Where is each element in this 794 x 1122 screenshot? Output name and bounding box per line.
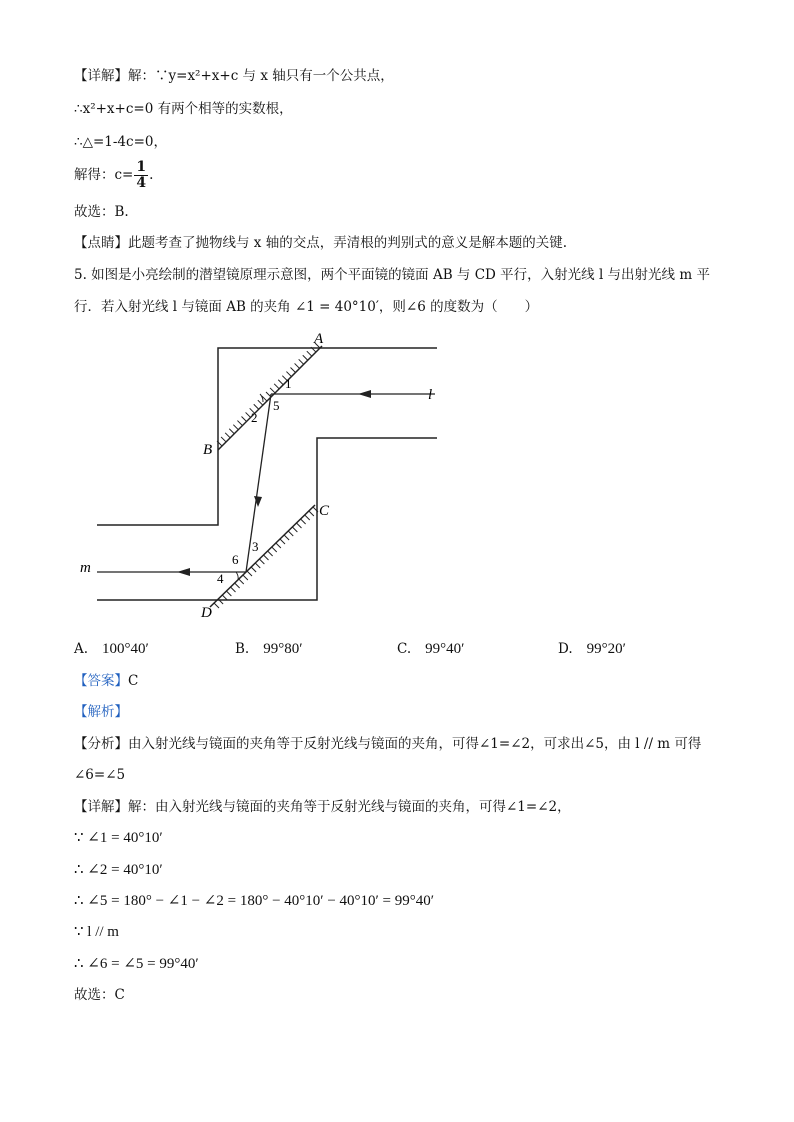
hatch-mark — [295, 363, 300, 368]
hatch-mark — [301, 519, 306, 524]
solution-prefix: 解得：c= — [74, 167, 134, 183]
option-c[interactable] — [397, 641, 464, 658]
label-l: l — [428, 387, 433, 403]
angle-label-3: 3 — [252, 539, 259, 554]
hatch-mark — [226, 591, 231, 596]
hatch-mark — [214, 603, 219, 608]
key-point-line: 【点睛】此题考查了抛物线与 x 轴的交点，弄清根的判别式的意义是解本题的关键. — [74, 235, 567, 251]
solution-line: 【详解】解：∵y=x²+x+c 与 x 轴只有一个公共点， — [74, 68, 394, 84]
hatch-mark — [247, 571, 252, 576]
analysis-line: ∠6=∠5 — [74, 767, 126, 783]
option-value: 99°80′ — [263, 641, 303, 657]
periscope-figure — [80, 325, 460, 625]
option-d[interactable] — [558, 641, 626, 658]
angle-label-1: 1 — [285, 376, 292, 391]
label-d: D — [201, 605, 212, 621]
periscope-wall-lower-outer — [97, 438, 437, 600]
hatch-mark — [280, 539, 285, 544]
hatch-mark — [274, 384, 279, 389]
hatch-mark — [239, 579, 244, 584]
detail-line: ∴ ∠2 = 40°10′ — [74, 862, 163, 878]
angle-label-2: 2 — [251, 410, 258, 425]
hatch-mark — [221, 437, 226, 442]
hatch-mark — [299, 359, 304, 364]
angle-arc — [236, 572, 238, 580]
mirror-cd-hatching — [214, 507, 318, 608]
answer-tag: 【答案】 — [74, 673, 128, 689]
option-value: 99°20′ — [586, 641, 626, 657]
fraction-denominator: 4 — [136, 175, 147, 191]
question-stem-line: 5. 如图是小亮绘制的潜望镜原理示意图，两个平面镜的镜面 AB 与 CD 平行，入射光线 l 与出射光线 m 平 — [74, 267, 710, 283]
hatch-mark — [242, 417, 247, 422]
hatch-mark — [243, 575, 248, 580]
hatch-mark — [235, 583, 240, 588]
arrow-head — [177, 568, 190, 576]
hatch-mark — [258, 400, 263, 405]
option-a[interactable] — [74, 641, 149, 658]
option-value: 99°40′ — [425, 641, 465, 657]
option-letter: B. — [235, 641, 250, 657]
hatch-mark — [259, 559, 264, 564]
label-m: m — [80, 560, 91, 576]
fraction — [134, 160, 148, 191]
option-letter: C. — [397, 641, 412, 657]
angle-label-4: 4 — [217, 571, 224, 586]
option-letter: A. — [74, 641, 89, 657]
hatch-mark — [225, 433, 230, 438]
hatch-mark — [237, 421, 242, 426]
hatch-mark — [246, 412, 251, 417]
hatch-mark — [254, 404, 259, 409]
hatch-mark — [231, 587, 236, 592]
label-c: C — [319, 503, 330, 519]
solution-line: ∴x²+x+c=0 有两个相等的实数根， — [74, 101, 293, 117]
arrow-head — [358, 390, 371, 398]
detail-line: 【详解】解：由入射光线与镜面的夹角等于反射光线与镜面的夹角，可得∠1=∠2， — [74, 799, 571, 815]
label-b: B — [203, 442, 213, 458]
solution-line: 故选：B. — [74, 204, 129, 220]
answer-line — [74, 672, 138, 690]
hatch-mark — [270, 388, 275, 393]
angle-label-5: 5 — [273, 398, 280, 413]
detail-line: 故选：C — [74, 987, 125, 1003]
hatch-mark — [264, 555, 269, 560]
mirror-cd — [210, 505, 315, 607]
hatch-mark — [305, 515, 310, 520]
hatch-mark — [309, 511, 314, 516]
solution-line — [74, 158, 153, 192]
hatch-mark — [297, 523, 302, 528]
angle-arc — [260, 394, 263, 402]
analysis-tag: 【解析】 — [74, 704, 128, 720]
option-letter: D. — [558, 641, 573, 657]
periscope-wall-upper-outer — [97, 348, 437, 525]
detail-line: ∵ ∠1 = 40°10′ — [74, 830, 163, 846]
analysis-line: 【分析】由入射光线与镜面的夹角等于反射光线与镜面的夹角，可得∠1=∠2，可求出∠5，由 l // m 可得 — [74, 736, 702, 752]
fraction-numerator: 1 — [136, 159, 147, 175]
hatch-mark — [276, 543, 281, 548]
hatch-mark — [278, 380, 283, 385]
detail-line: ∴ ∠5 = 180° − ∠1 − ∠2 = 180° − 40°10′ − 40°10′ = 99°40′ — [74, 893, 435, 909]
answer-value: C — [128, 673, 139, 689]
hatch-mark — [255, 563, 260, 568]
hatch-mark — [272, 547, 277, 552]
detail-line: ∵ l // m — [74, 924, 119, 940]
detail-line: ∴ ∠6 = ∠5 = 99°40′ — [74, 956, 199, 972]
reflected-ray — [246, 394, 271, 572]
hatch-mark — [284, 535, 289, 540]
hatch-mark — [251, 567, 256, 572]
option-value: 100°40′ — [102, 641, 149, 657]
angle-label-6: 6 — [232, 552, 239, 567]
solution-line: ∴△=1-4c=0， — [74, 134, 167, 150]
hatch-mark — [307, 351, 312, 356]
solution-suffix: . — [149, 167, 154, 183]
question-stem-line: 行．若入射光线 l 与镜面 AB 的夹角 ∠1 = 40°10′，则∠6 的度数为（ ） — [74, 299, 539, 315]
hatch-mark — [291, 368, 296, 373]
hatch-mark — [233, 425, 238, 430]
option-b[interactable] — [235, 641, 303, 658]
hatch-mark — [303, 355, 308, 360]
label-a: A — [314, 331, 324, 347]
hatch-mark — [268, 551, 273, 556]
hatch-mark — [288, 531, 293, 536]
hatch-mark — [229, 429, 234, 434]
hatch-mark — [292, 527, 297, 532]
